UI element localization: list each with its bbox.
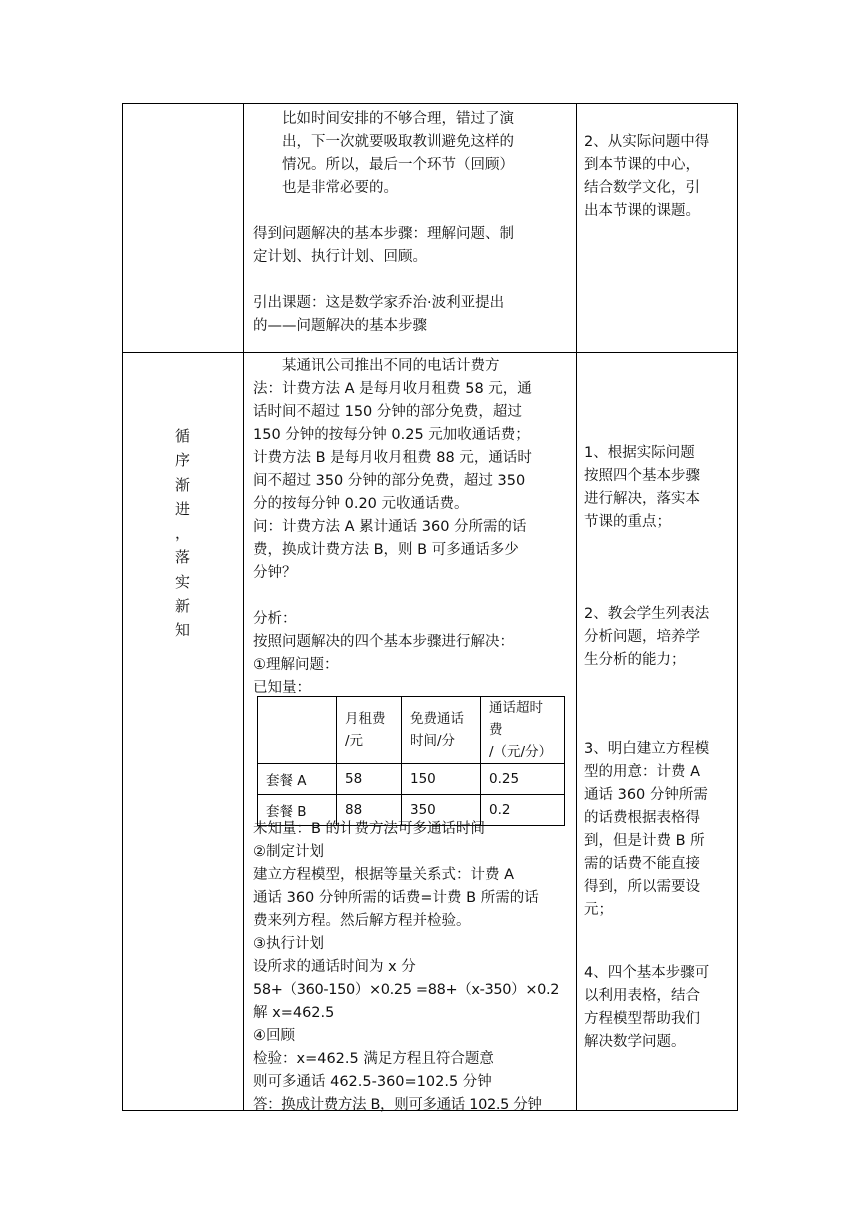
analysis-line: 按照问题解决的四个基本步骤进行解决：: [253, 634, 514, 650]
row2-middle-solution: [253, 818, 575, 1117]
solution-line: 建立方程模型，根据等量关系式：计费 A: [253, 867, 515, 883]
note-line: 的话费根据表格得: [584, 810, 700, 826]
note-line: 得到，所以需要设: [584, 879, 700, 895]
row2-right-note-1: [584, 442, 734, 534]
table-cell: 套餐 A: [258, 764, 337, 795]
table-header-cell: [402, 697, 481, 764]
note-line: 通话 360 分钟所需: [584, 787, 708, 803]
equation-line: 58+（360-150）×0.25 =88+（x-350）×0.2: [253, 982, 560, 998]
table-cell: 0.25: [481, 764, 565, 795]
table-column-divider-2: [576, 103, 577, 1111]
section-title-vertical: [122, 424, 243, 643]
solution-line: 通话 360 分钟所需的话费=计费 B 所需的话: [253, 890, 539, 906]
section-title-char: 知: [174, 621, 190, 640]
known-quantities-table: [257, 696, 565, 826]
row2-right-note-2: [584, 603, 734, 672]
table-header-row: [258, 697, 565, 764]
row2-right-note-4: [584, 962, 734, 1054]
summary-line: 得到问题解决的基本步骤：理解问题、制: [253, 226, 514, 242]
note-line: 方程模型帮助我们: [584, 1011, 700, 1027]
table-row: [258, 764, 565, 795]
row2-middle-top: [253, 355, 573, 700]
problem-line: 计费方法 B 是每月收月租费 88 元，通话时: [253, 450, 532, 466]
row2-right-note-3: [584, 738, 734, 922]
table-cell: 套餐 B: [258, 795, 337, 826]
table-border-top: [122, 103, 738, 104]
note-line: 2、从实际问题中得: [584, 134, 710, 150]
note-line: 以利用表格，结合: [584, 988, 700, 1004]
question-line: 费，换成计费方法 B，则 B 可多通话多少: [253, 542, 519, 558]
solution-line: 检验：x=462.5 满足方程且符合题意: [253, 1051, 494, 1067]
section-title-char: 落: [174, 548, 190, 567]
note-line: 进行解决，落实本: [584, 491, 700, 507]
note-line: 型的用意：计费 A: [584, 764, 701, 780]
section-title-char: 实: [174, 572, 190, 591]
solution-line: ②制定计划: [253, 844, 324, 860]
paragraph-line: 也是非常必要的。: [282, 180, 398, 196]
note-line: 到本节课的中心，: [584, 157, 700, 173]
solution-line: 设所求的通话时间为 x 分: [253, 959, 416, 975]
solution-line: 则可多通话 462.5-360=102.5 分钟: [253, 1074, 492, 1090]
note-line: 元；: [584, 902, 613, 918]
table-border-right: [737, 103, 738, 1111]
summary-line: 定计划、执行计划、回顾。: [253, 249, 427, 265]
table-cell: 0.2: [481, 795, 565, 826]
topic-line: 引出课题：这是数学家乔治·波利亚提出: [253, 295, 505, 311]
section-title-char: ，: [174, 524, 190, 543]
analysis-line: 分析：: [253, 611, 297, 627]
note-line: 结合数学文化，引: [584, 180, 700, 196]
answer-line: 答：换成计费方法 B，则可多通话 102.5 分钟: [253, 1097, 542, 1113]
solution-line: ③执行计划: [253, 936, 324, 952]
question-line: 问：计费方法 A 累计通话 360 分所需的话: [253, 519, 527, 535]
table-header-cell: [337, 697, 402, 764]
solution-line: ④回顾: [253, 1028, 295, 1044]
solution-line: 解 x=462.5: [253, 1005, 335, 1021]
row1-right-cell: [584, 131, 734, 223]
section-title-char: 新: [174, 597, 190, 616]
table-cell: 150: [402, 764, 481, 795]
table-column-divider-1: [243, 103, 244, 1111]
problem-line: 法：计费方法 A 是每月收月租费 58 元，通: [253, 381, 532, 397]
section-title-char: 渐: [174, 475, 190, 494]
note-line: 2、教会学生列表法: [584, 606, 710, 622]
problem-line: 话时间不超过 150 分钟的部分免费，超过: [253, 404, 522, 420]
topic-line: 的——问题解决的基本步骤: [253, 318, 427, 334]
note-line: 节课的重点；: [584, 514, 671, 530]
section-title-char: 进: [174, 499, 190, 518]
note-line: 3、明白建立方程模: [584, 741, 710, 757]
problem-line: 分的按每分钟 0.20 元收通话费。: [253, 496, 469, 512]
section-title-char: 序: [174, 451, 190, 470]
table-cell: 350: [402, 795, 481, 826]
header-monthly-fee: 月租费 /元: [345, 711, 386, 749]
problem-line: 150 分钟的按每分钟 0.25 元加收通话费；: [253, 427, 530, 443]
note-line: 按照四个基本步骤: [584, 468, 700, 484]
problem-line: 间不超过 350 分钟的部分免费，超过 350: [253, 473, 526, 489]
note-line: 解决数学问题。: [584, 1034, 686, 1050]
note-line: 1、根据实际问题: [584, 445, 695, 461]
header-overtime-fee: 通话超时费 /（元/分）: [489, 700, 553, 760]
table-header-cell: [481, 697, 565, 764]
question-line: 分钟？: [253, 565, 297, 581]
note-line: 需的话费不能直接: [584, 856, 700, 872]
paragraph-line: 比如时间安排的不够合理，错过了演: [282, 111, 514, 127]
analysis-line: ①理解问题：: [253, 657, 339, 673]
paragraph-line: 出，下一次就要吸取教训避免这样的: [282, 134, 514, 150]
table-header-cell: [258, 697, 337, 764]
note-line: 出本节课的课题。: [584, 203, 700, 219]
problem-line: 某通讯公司推出不同的电话计费方: [282, 358, 500, 374]
note-line: 4、四个基本步骤可: [584, 965, 710, 981]
section-title-char: 循: [174, 427, 190, 445]
table-cell: 88: [337, 795, 402, 826]
table-row-divider: [122, 352, 738, 353]
paragraph-line: 情况。所以，最后一个环节（回顾）: [282, 157, 514, 173]
solution-line: 未知量：B 的计费方法可多通话时间: [253, 821, 486, 837]
solution-line: 费来列方程。然后解方程并检验。: [253, 913, 471, 929]
note-line: 到，但是计费 B 所: [584, 833, 705, 849]
header-free-time: 免费通话 时间/分: [410, 711, 464, 749]
table-cell: 58: [337, 764, 402, 795]
note-line: 分析问题，培养学: [584, 629, 700, 645]
note-line: 生分析的能力；: [584, 652, 686, 668]
row1-middle-cell: [253, 108, 573, 338]
analysis-line: 已知量：: [253, 680, 311, 696]
